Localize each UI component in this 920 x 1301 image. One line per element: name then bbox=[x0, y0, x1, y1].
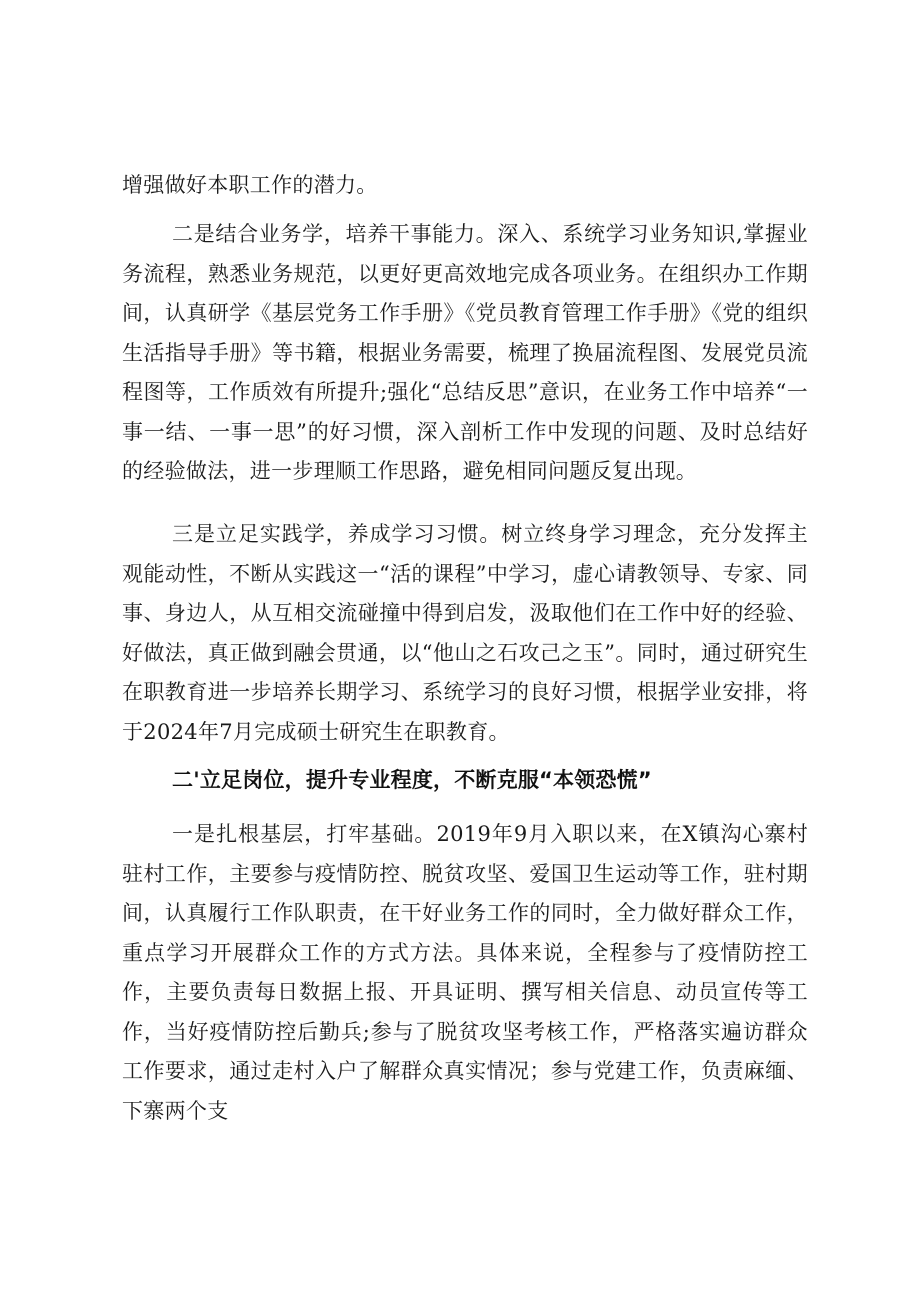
paragraph-grassroots-work: 一是扎根基层，打牢基础。2019年9月入职以来，在X镇沟心寨村驻村工作，主要参与疫情防控、脱贫攻坚、爱国卫生运动等工作，驻村期间，认真履行工作队职责，在干好业务工作的同时，全力做好群众工作，重点学习开展群众工作的方式方法。具体来说，全程参与了疫情防控工作，主要负责每日数据上报、开具证明、撰写相关信息、动员宣传等工作，当好疫情防控后勤兵;参与了脱贫攻坚考核工作，严格落实遍访群众工作要求，通过走村入户了解群众真实情况；参与党建工作，负责麻缅、下寨两个支 bbox=[122, 822, 808, 1123]
section-heading: 二'立足岗位，提升专业程度，不断克服“本领恐慌” bbox=[172, 768, 652, 792]
paragraph-professional-learning: 二是结合业务学，培养干事能力。深入、系统学习业务知识,掌握业务流程，熟悉业务规范，以更好更高效地完成各项业务。在组织办工作期间，认真研学《基层党务工作手册》《党员教育管理工作手册》《党的组织生活指导手册》等书籍，根据业务需要，梳理了换届流程图、发展党员流程图等，工作质效有所提升;强化“总结反思”意识，在业务工作中培养“一事一结、一事一思”的好习惯，深入剖析工作中发现的问题、及时总结好的经验做法，进一步理顺工作思路，避免相同问题反复出现。 bbox=[122, 222, 808, 483]
paragraph-practice-learning: 三是立足实践学，养成学习习惯。树立终身学习理念，充分发挥主观能动性，不断从实践这一“活的课程”中学习，虚心请教领导、专家、同事、身边人，从互相交流碰撞中得到启发，汲取他们在工作中好的经验、好做法，真正做到融会贯通，以“他山之石攻己之玉”。同时，通过研究生在职教育进一步培养长期学习、系统学习的良好习惯，根据学业安排，将于2024年7月完成硕士研究生在职教育。 bbox=[122, 522, 808, 744]
paragraph-continuation: 增强做好本职工作的潜力。 bbox=[122, 173, 378, 197]
